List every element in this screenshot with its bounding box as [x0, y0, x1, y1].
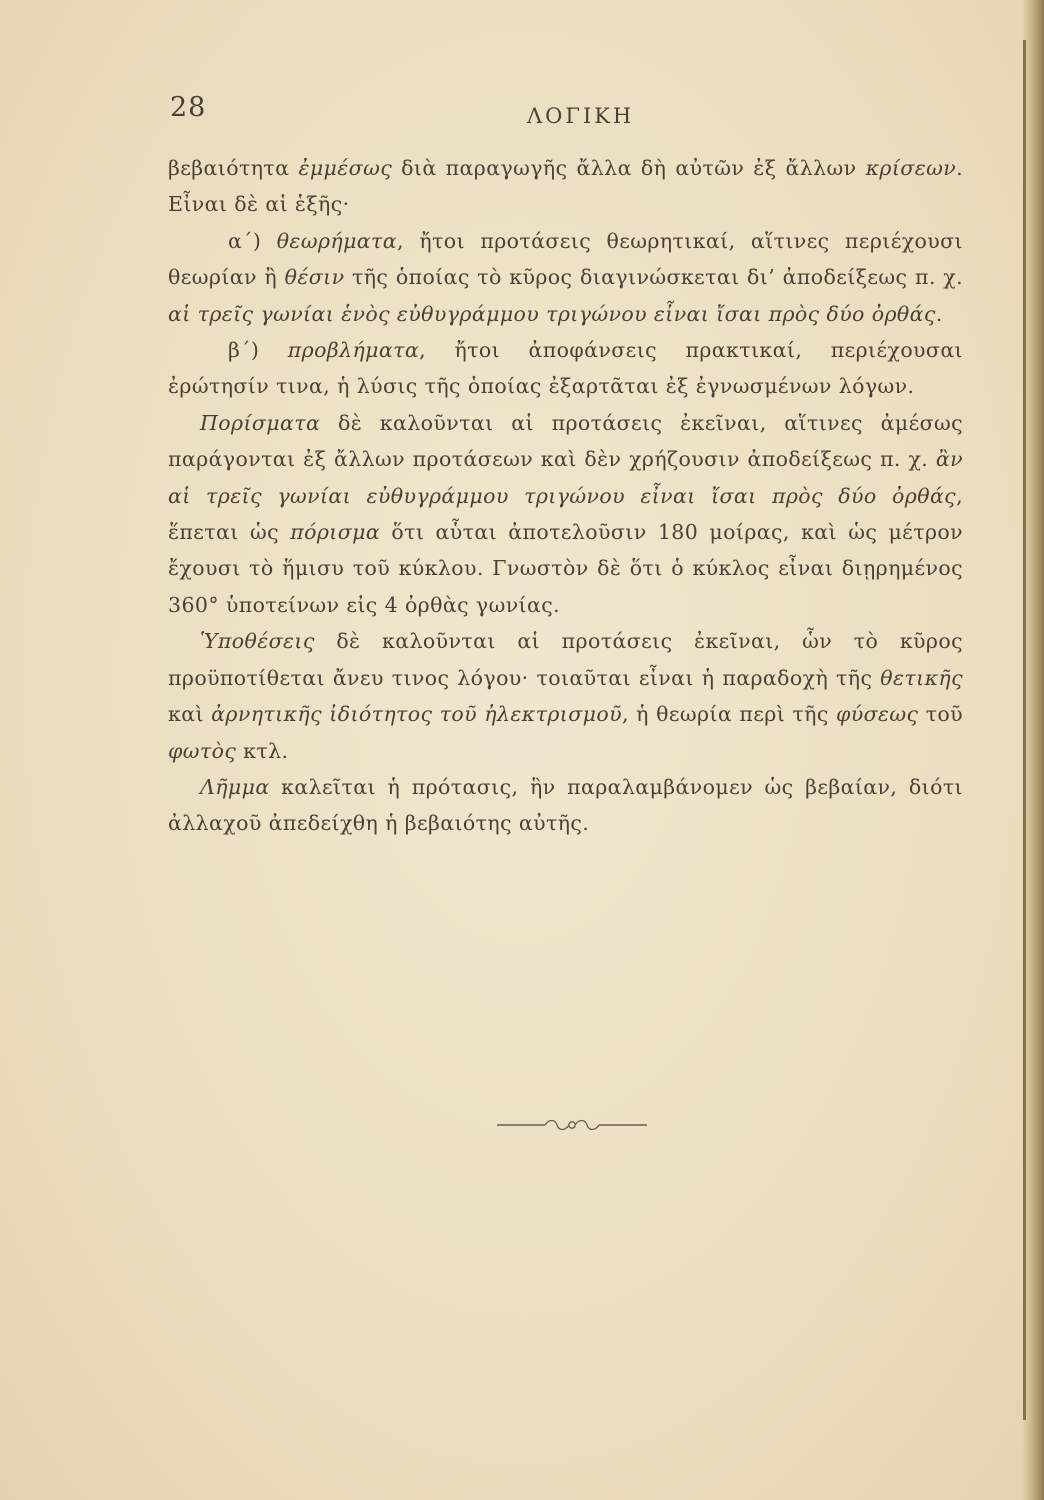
emphasized-term: θεωρήματα: [276, 228, 398, 253]
decorative-tailpiece-icon: [497, 1118, 647, 1132]
emphasized-term: κρίσεων: [865, 156, 957, 180]
paragraph-6: [168, 769, 963, 842]
paragraph-3: [168, 332, 963, 405]
emphasized-term: αἱ τρεῖς γωνίαι ἑνὸς εὐθυγράμμου τριγώνου εἶναι ἴσαι πρὸς δύο ὀρθάς: [168, 301, 936, 326]
spine-edge-line: [1023, 40, 1026, 1420]
text-run: τῆς ὁποίας τὸ κῦρος διαγινώσκεται δι’ ἀποδείξεως π. χ.: [344, 265, 964, 290]
text-run: κτλ.: [236, 738, 289, 763]
text-run: τοῦ: [918, 702, 963, 727]
page-number: 28: [170, 92, 207, 123]
text-run: , ἡ θεωρία περὶ τῆς: [621, 702, 836, 727]
text-run: βεβαιότητα: [168, 156, 299, 180]
text-run: , ἤτοι προτάσεις θεωρητικαί, αἵτινες περιέχουσι θεωρίαν ἢ: [168, 228, 963, 290]
text-run: , ἕπεται ὡς: [168, 483, 963, 545]
emphasized-term: φωτὸς: [168, 738, 237, 763]
text-run: ὅτι αὗται ἀποτελοῦσιν 180 μοίρας, καὶ ὡς μέτρον ἔχουσι τὸ ἥμισυ τοῦ κύκλου. Γνωστὸν δὲ ὅτι ὁ κύκλος εἶναι διῃρημένος 360° ὑποτείνων εἰς 4 ὀρθὰς γωνίας.: [168, 520, 964, 617]
text-run: α΄): [228, 228, 277, 253]
emphasized-term: Πορίσματα: [200, 410, 321, 435]
paragraph-5: [168, 623, 963, 769]
emphasized-term: Λῆμμα: [200, 774, 270, 799]
text-run: διὰ παραγωγῆς ἄλλα δὴ αὐτῶν ἐξ ἄλλων: [392, 156, 866, 180]
text-run: β΄): [228, 338, 288, 363]
body-text: [168, 150, 963, 842]
text-run: καλεῖται ἡ πρότασις, ἣν παραλαμβάνομεν ὡς βεβαίαν, διότι ἀλλαχοῦ ἀπεδείχθη ἡ βεβαιότης αὐτῆς.: [168, 774, 963, 836]
tailpiece-svg: [497, 1118, 647, 1132]
text-run: δὲ καλοῦνται αἱ προτάσεις ἐκεῖναι, ὧν τὸ κῦρος προϋποτίθεται ἄνευ τινος λόγου· τοιαῦται εἶναι ἡ παραδοχὴ τῆς: [168, 629, 963, 690]
emphasized-term: θέσιν: [284, 265, 345, 290]
paragraph-4: [168, 405, 963, 623]
emphasized-term: φύσεως: [835, 702, 919, 727]
emphasized-term: πόρισμα: [290, 520, 381, 545]
text-run: δὲ καλοῦνται αἱ προτάσεις ἐκεῖναι, αἵτινες ἀμέσως παράγονται ἐξ ἄλλων προτάσεων καὶ δὲν χρήζουσιν ἀποδείξεως π. χ.: [168, 410, 963, 472]
paragraph-1: [168, 150, 963, 223]
emphasized-term: προβλήματα: [287, 338, 420, 363]
running-head: ΛΟΓΙΚΗ: [527, 104, 635, 128]
text-run: .: [935, 301, 943, 326]
emphasized-term: ἂν αἱ τρεῖς γωνίαι εὐθυγράμμου τριγώνου εἶναι ἴσαι πρὸς δύο ὀρθάς: [168, 447, 963, 508]
emphasized-term: ἐμμέσως: [298, 156, 393, 180]
text-run: . Εἶναι δὲ αἱ ἑξῆς·: [168, 156, 963, 217]
emphasized-term: θετικῆς: [880, 665, 963, 690]
text-run: , ἤτοι ἀποφάνσεις πρακτικαί, περιέχουσαι ἐρώτησίν τινα, ἡ λύσις τῆς ὁποίας ἐξαρτᾶται ἐξ ἐγνωσμένων λόγων.: [168, 338, 963, 399]
paragraph-2: [168, 223, 963, 332]
emphasized-term: ἀρνητικῆς ἰδιότητος τοῦ ἠλεκτρισμοῦ: [211, 702, 622, 727]
text-run: καὶ: [168, 702, 212, 727]
emphasized-term: Ὑποθέσεις: [200, 629, 315, 654]
